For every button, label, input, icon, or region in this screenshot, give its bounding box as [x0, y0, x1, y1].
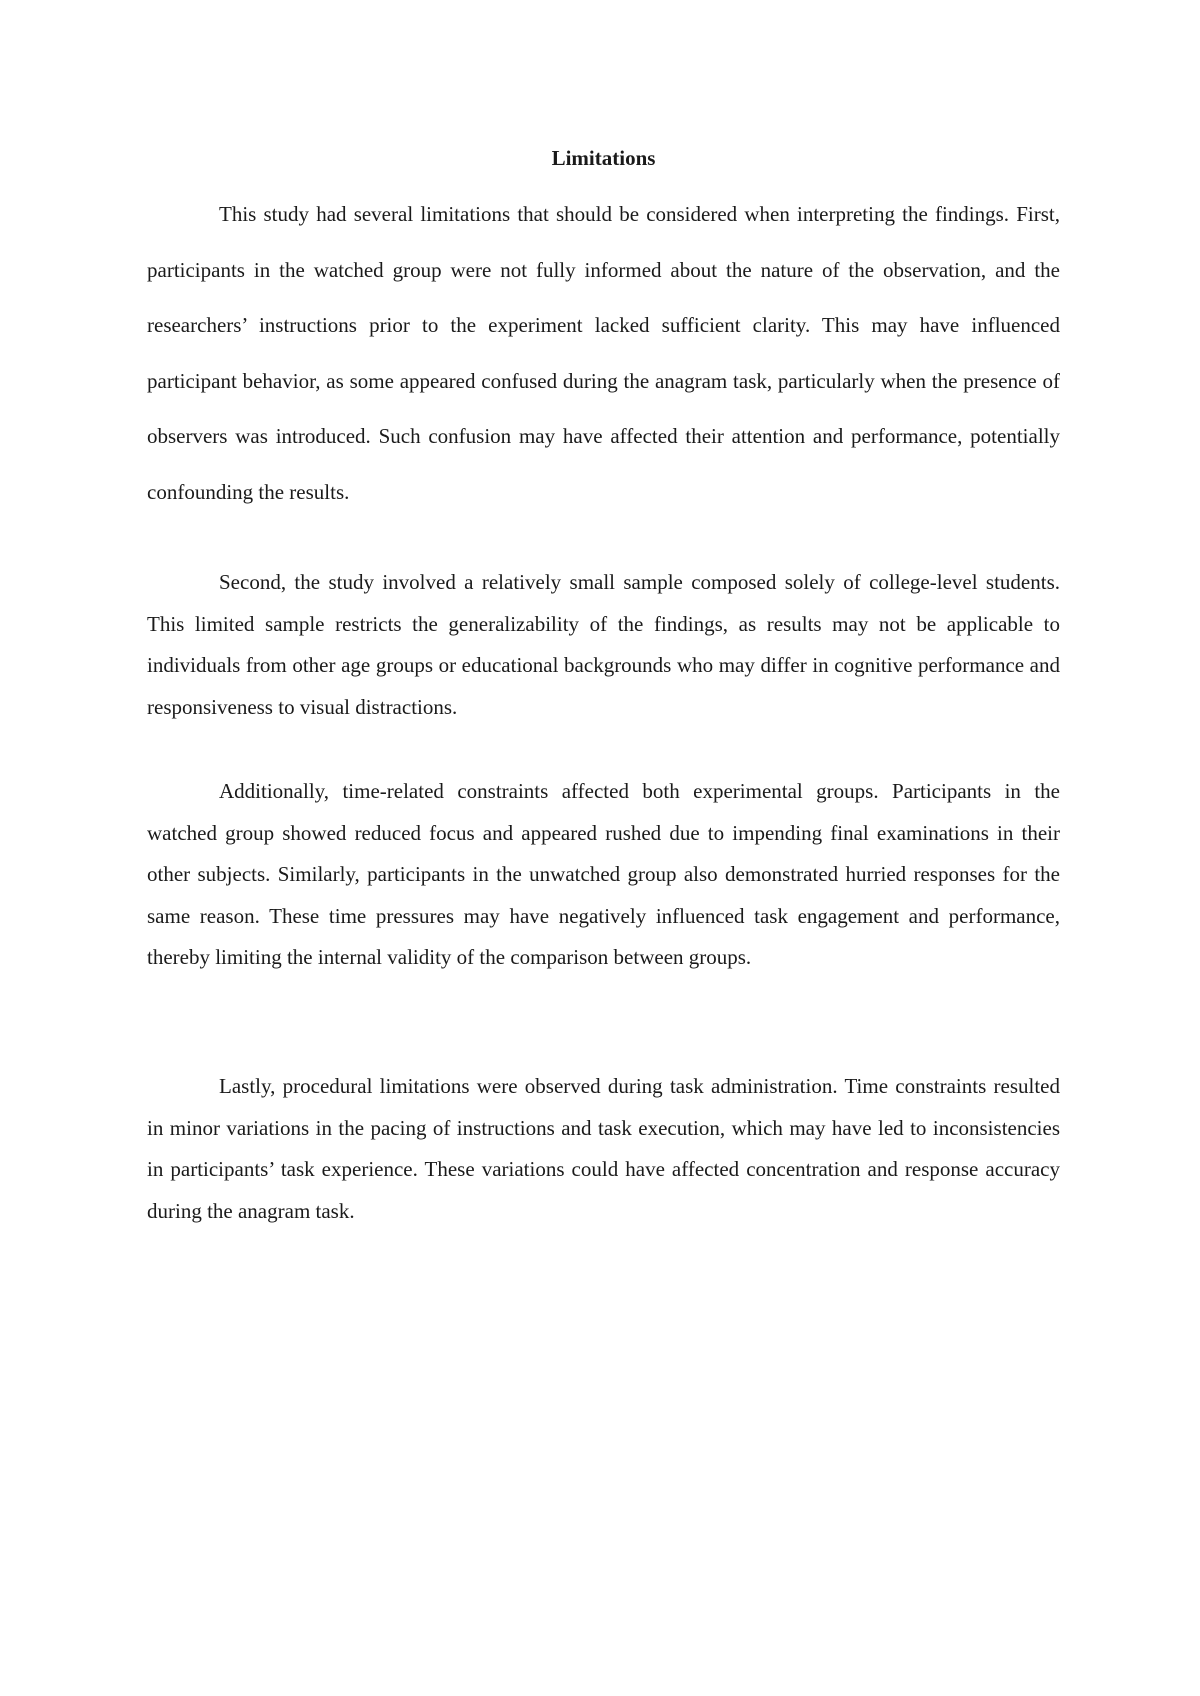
- paragraph-sample-size: Second, the study involved a relatively small sample composed solely of college-level students. This limited sample restricts the generalizability of the findings, as results may not be applicable to individuals from other age groups or educational backgrounds who may differ in cognitive performance and responsiveness to visual distractions.: [147, 570, 1060, 719]
- section-title: Limitations: [551, 146, 656, 170]
- document-page: [147, 0, 1060, 1696]
- paragraph-instructions-clarity: This study had several limitations that should be considered when interpreting the findings. First, participants in the watched group were not fully informed about the nature of the observation, and the researchers’ instructions prior to the experiment lacked sufficient clarity. This may have influenced participant behavior, as some appeared confused during the anagram task, particularly when the presence of observers was introduced. Such confusion may have affected their attention and performance, potentially confounding the results.: [147, 202, 1060, 504]
- paragraph-procedural-limitations: Lastly, procedural limitations were observed during task administration. Time constraints resulted in minor variations in the pacing of instructions and task execution, which may have led to inconsistencies in participants’ task experience. These variations could have affected concentration and response accuracy during the anagram task.: [147, 1074, 1060, 1223]
- paragraph-time-constraints: Additionally, time-related constraints affected both experimental groups. Participants in the watched group showed reduced focus and appeared rushed due to impending final examinations in their other subjects. Similarly, participants in the unwatched group also demonstrated hurried responses for the same reason. These time pressures may have negatively influenced task engagement and performance, thereby limiting the internal validity of the comparison between groups.: [147, 779, 1060, 969]
